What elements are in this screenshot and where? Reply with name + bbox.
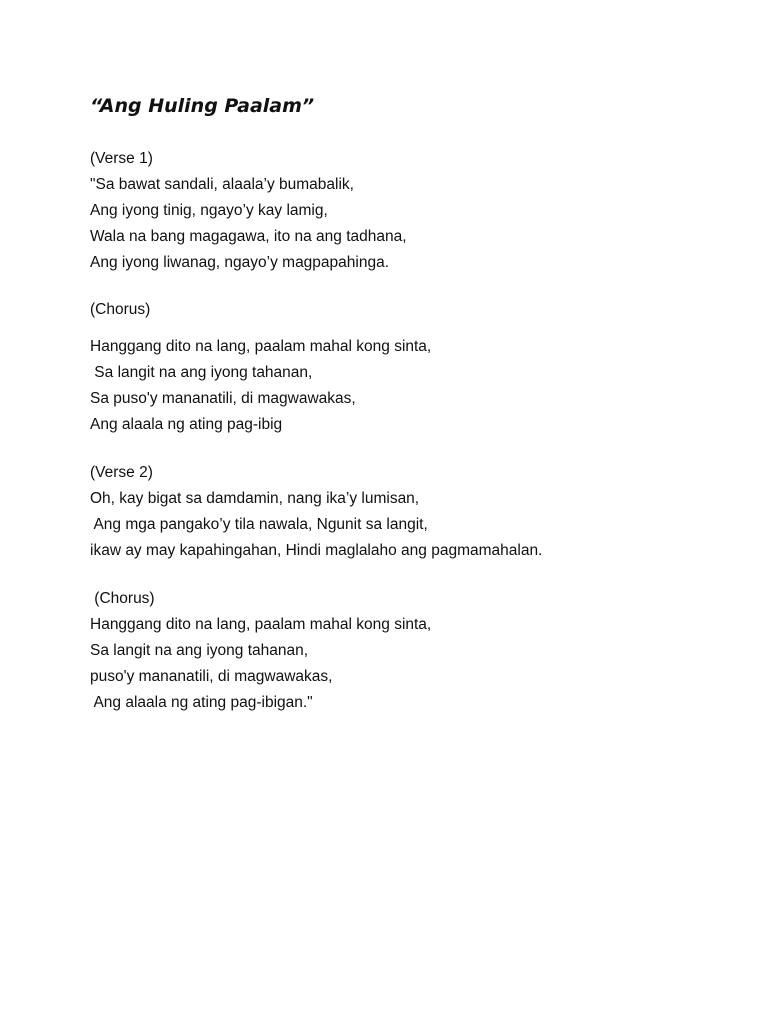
lyric-line: Ang alaala ng ating pag-ibigan." <box>90 694 313 711</box>
lyric-line: Sa puso'y mananatili, di magwawakas, <box>90 390 356 407</box>
lyric-line: Sa langit na ang iyong tahanan, <box>90 642 309 659</box>
lyric-line: Oh, kay bigat sa damdamin, nang ika’y lumisan, <box>90 490 420 507</box>
verse-1-lines <box>90 172 730 276</box>
chorus-1-lines <box>90 334 730 438</box>
lyrics-page <box>90 92 730 716</box>
song-title: “Ang Huling Paalam” <box>90 95 315 117</box>
verse-2-label: (Verse 2) <box>90 464 153 481</box>
lyric-line: ikaw ay may kapahingahan, Hindi maglalaho ang pagmamahalan. <box>90 542 543 559</box>
lyric-line: Ang iyong liwanag, ngayo’y magpapahinga. <box>90 254 390 271</box>
lyric-line: Hanggang dito na lang, paalam mahal kong sinta, <box>90 338 432 355</box>
verse-1-label: (Verse 1) <box>90 150 153 167</box>
chorus-1-label: (Chorus) <box>90 301 151 318</box>
lyric-line: Sa langit na ang iyong tahanan, <box>90 364 313 381</box>
lyric-line: puso'y mananatili, di magwawakas, <box>90 668 333 685</box>
lyric-line: Ang iyong tinig, ngayo’y kay lamig, <box>90 202 328 219</box>
verse-2-lines <box>90 486 730 564</box>
chorus-2-lines <box>90 612 730 716</box>
lyric-line: Wala na bang magagawa, ito na ang tadhana, <box>90 228 407 245</box>
lyric-line: "Sa bawat sandali, alaala’y bumabalik, <box>90 176 354 193</box>
chorus-2-label: (Chorus) <box>90 590 155 607</box>
lyric-line: Hanggang dito na lang, paalam mahal kong sinta, <box>90 616 432 633</box>
lyric-line: Ang alaala ng ating pag-ibig <box>90 416 283 433</box>
lyric-line: Ang mga pangako’y tila nawala, Ngunit sa langit, <box>90 516 428 533</box>
